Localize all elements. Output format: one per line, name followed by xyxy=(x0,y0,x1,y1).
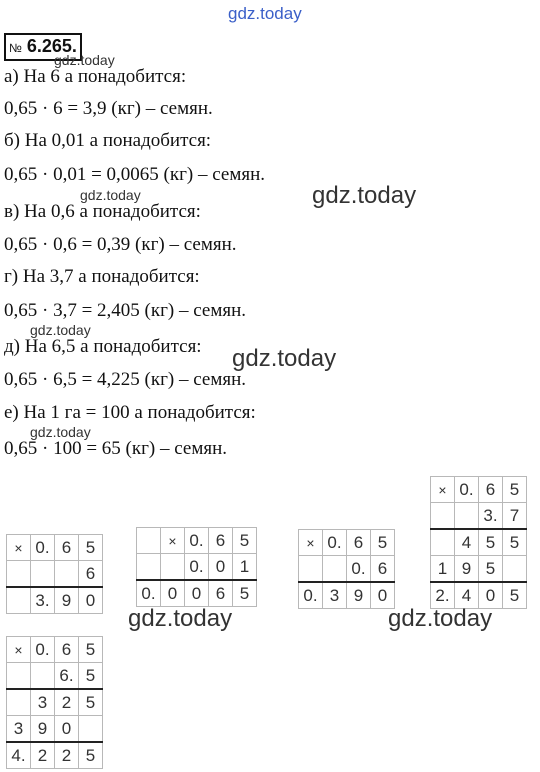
line-a-equation: 0,65 · 6 = 3,9 (кг) – семян. xyxy=(4,98,213,119)
cell: 0 xyxy=(371,582,395,609)
cell: 1 xyxy=(431,556,455,583)
column-multiplication-a xyxy=(6,534,103,614)
line-c-heading: в) На 0,6 а понадобится: xyxy=(4,201,201,222)
watermark: gdz.today xyxy=(80,187,141,203)
column-multiplication-c xyxy=(298,529,395,609)
watermark: gdz.today xyxy=(312,182,417,209)
cell: 4 xyxy=(455,582,479,609)
cell: 5 xyxy=(479,529,503,556)
watermark: gdz.today xyxy=(232,345,337,372)
cell xyxy=(137,528,161,554)
cell xyxy=(431,503,455,530)
cell: 2 xyxy=(55,742,79,769)
watermark-top: gdz.today xyxy=(228,4,302,23)
cell: 0. xyxy=(347,556,371,583)
cell: 7 xyxy=(503,503,527,530)
cell: 6 xyxy=(371,556,395,583)
cell: 0. xyxy=(31,535,55,561)
cell: 9 xyxy=(455,556,479,583)
cell: × xyxy=(299,530,323,556)
cell: 5 xyxy=(503,582,527,609)
cell xyxy=(7,689,31,716)
cell: 0 xyxy=(55,716,79,743)
watermark: gdz.today xyxy=(54,52,115,68)
watermark: gdz.today xyxy=(30,322,91,338)
cell: 3 xyxy=(31,689,55,716)
cell: 0. xyxy=(185,528,209,554)
cell xyxy=(503,556,527,583)
cell: 6 xyxy=(209,528,233,554)
cell: × xyxy=(7,535,31,561)
column-multiplication-e xyxy=(6,636,103,769)
cell: 9 xyxy=(55,587,79,614)
cell: 5 xyxy=(79,637,103,663)
line-d-equation: 0,65 · 3,7 = 2,405 (кг) – семян. xyxy=(4,300,246,321)
line-f-heading: е) На 1 га = 100 а понадобится: xyxy=(4,402,256,423)
cell: 2 xyxy=(55,689,79,716)
cell: × xyxy=(7,637,31,663)
cell: 2 xyxy=(31,742,55,769)
watermark: gdz.today xyxy=(128,605,233,632)
cell: 2. xyxy=(431,582,455,609)
cell xyxy=(31,663,55,690)
cell: 0 xyxy=(161,580,185,607)
cell xyxy=(7,561,31,588)
line-a-heading: а) На 6 а понадобится: xyxy=(4,66,187,87)
cell: 4. xyxy=(7,742,31,769)
cell: 5 xyxy=(503,529,527,556)
cell: 9 xyxy=(347,582,371,609)
cell xyxy=(161,554,185,581)
cell: 3. xyxy=(31,587,55,614)
line-b-equation: 0,65 · 0,01 = 0,0065 (кг) – семян. xyxy=(4,164,265,185)
cell: 5 xyxy=(233,580,257,607)
cell: 6. xyxy=(55,663,79,690)
cell: 9 xyxy=(31,716,55,743)
cell: 6 xyxy=(347,530,371,556)
cell xyxy=(79,716,103,743)
line-b-heading: б) На 0,01 а понадобится: xyxy=(4,130,212,151)
cell xyxy=(137,554,161,581)
cell: 0. xyxy=(299,582,323,609)
cell: 0. xyxy=(31,637,55,663)
cell xyxy=(323,556,347,583)
cell xyxy=(7,663,31,690)
number-sign: № xyxy=(9,41,22,55)
cell: 4 xyxy=(455,529,479,556)
line-d-heading: г) На 3,7 а понадобится: xyxy=(4,266,200,287)
cell: 0 xyxy=(79,587,103,614)
cell: 3 xyxy=(7,716,31,743)
cell xyxy=(55,561,79,588)
cell xyxy=(299,556,323,583)
cell: 6 xyxy=(209,580,233,607)
line-f-equation: 0,65 · 100 = 65 (кг) – семян. xyxy=(4,438,227,459)
cell: 5 xyxy=(233,528,257,554)
cell: 0 xyxy=(209,554,233,581)
problem-number-value: 6.265. xyxy=(26,36,77,56)
line-e-equation: 0,65 · 6,5 = 4,225 (кг) – семян. xyxy=(4,369,246,390)
line-c-equation: 0,65 · 0,6 = 0,39 (кг) – семян. xyxy=(4,234,237,255)
cell: 0. xyxy=(323,530,347,556)
cell xyxy=(431,529,455,556)
cell: 0. xyxy=(455,477,479,503)
cell: 0. xyxy=(185,554,209,581)
cell xyxy=(7,587,31,614)
cell: 5 xyxy=(503,477,527,503)
cell: 6 xyxy=(479,477,503,503)
cell: 0 xyxy=(479,582,503,609)
cell: × xyxy=(161,528,185,554)
cell: 0 xyxy=(185,580,209,607)
cell: 5 xyxy=(79,535,103,561)
cell: 3. xyxy=(479,503,503,530)
cell: × xyxy=(431,477,455,503)
cell: 5 xyxy=(479,556,503,583)
cell: 5 xyxy=(79,742,103,769)
cell: 5 xyxy=(371,530,395,556)
cell: 0. xyxy=(137,580,161,607)
column-multiplication-b xyxy=(136,527,257,607)
cell: 3 xyxy=(323,582,347,609)
cell: 5 xyxy=(79,663,103,690)
cell: 5 xyxy=(79,689,103,716)
watermark: gdz.today xyxy=(388,605,493,632)
cell: 6 xyxy=(55,535,79,561)
cell xyxy=(31,561,55,588)
watermark: gdz.today xyxy=(30,424,91,440)
column-multiplication-d xyxy=(430,476,527,609)
cell: 6 xyxy=(55,637,79,663)
cell: 1 xyxy=(233,554,257,581)
cell xyxy=(455,503,479,530)
line-e-heading: д) На 6,5 а понадобится: xyxy=(4,336,202,357)
cell: 6 xyxy=(79,561,103,588)
